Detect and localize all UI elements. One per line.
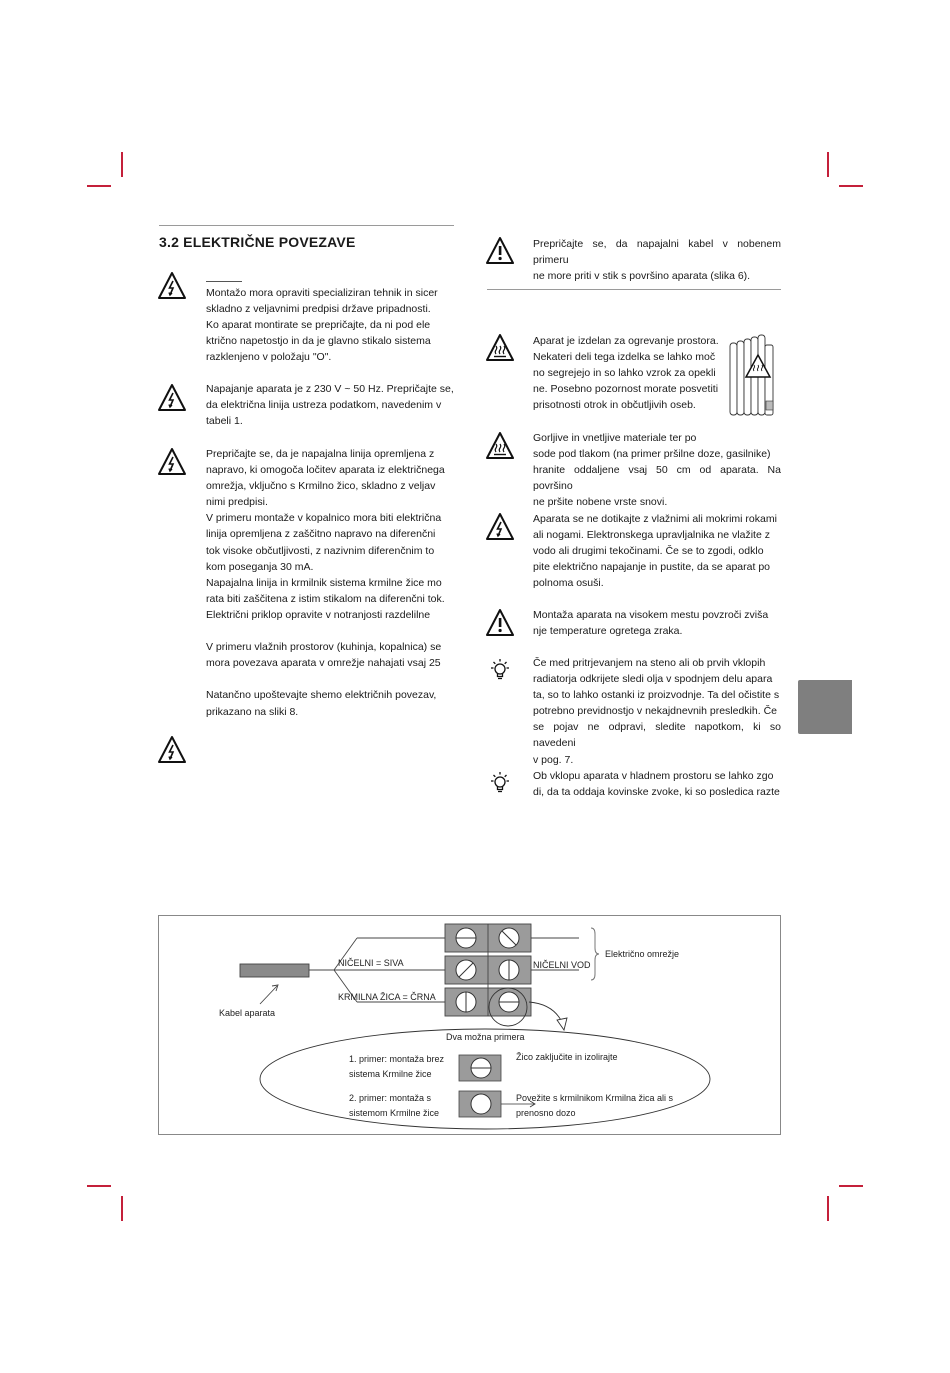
paragraph-high-mount: Montaža aparata na visokem mestu povzroči zviša nje temperature ogretega zraka.: [533, 609, 769, 638]
crop-mark: [827, 152, 829, 177]
option1-action: Žico zaključite in izolirajte: [516, 1052, 618, 1062]
option2-action: Povežite s krmilnikom Krmilna žica ali s prenosno dozo: [516, 1093, 674, 1118]
crop-mark: [87, 1185, 111, 1187]
crop-mark: [87, 185, 111, 187]
mains-label: Električno omrežje: [605, 949, 680, 959]
crop-mark: [121, 152, 123, 177]
section-rule: [487, 289, 781, 290]
paragraph-wet-hands: Aparata se ne dotikajte z vlažnimi ali mokrimi rokami ali nogami. Elektronskega upravljalnika ne vlažite z vodo ali drugimi tekočinami. Če se to zgodi, odklo pite električno napajanje in pustite, da se aparat po polnoma osuši.: [533, 513, 777, 590]
paragraph-oil-traces: Če med pritrjevanjem na steno ali ob prvih vklopih radiatorja odkrijete sledi olja v spodnjem delu apara ta, so to lahko ostanki iz proizvodnje. Ta del očistite s potrebno previdnostjo v nekajdnevnih presledkih. Če se pojav ne odpravi, sledite napotkom, ki so navedeni v pog. 7.: [533, 657, 781, 766]
underline-mark: [206, 281, 242, 282]
neutral-conductor-label: NIČELNI VOD: [533, 960, 591, 970]
section-rule: [159, 225, 454, 226]
section-title: 3.2 ELEKTRIČNE POVEZAVE: [159, 234, 356, 250]
hot-surface-icon: [485, 431, 515, 461]
warning-icon: [485, 608, 515, 638]
hot-surface-icon: [485, 333, 515, 363]
options-title: Dva možna primera: [446, 1032, 525, 1042]
paragraph-power-supply: Napajanje aparata je z 230 V ~ 50 Hz. Prepričajte se, da električna linija ustreza podatkom, navedenim v tabeli 1.: [206, 383, 454, 428]
wiring-diagram-graphic: [159, 916, 780, 1134]
crop-mark: [827, 1196, 829, 1221]
option2-label: 2. primer: montaža s sistemom Krmilne žice: [349, 1093, 440, 1118]
crop-mark: [839, 185, 863, 187]
electric-hazard-icon: [485, 512, 515, 542]
paragraph-line-protection: Prepričajte se, da je napajalna linija opremljena z napravo, ki omogoča ločitev aparata iz električnega omrežja, vključno s Krmilno žico, skladno z veljav nimi predpisi. V primeru montaže v kopalnico mora biti električna linija opremljena z zaščitno napravo na diferenčni tok visoke občutljivosti, z nazivnim diferenčnim to kom poseganja 30 mA. Napajalna linija in krmilnik sistema krmilne žice mo rata biti zaščitena z istim stikalom na diferenčni tok. Električni priklop opravite v notranjosti razdelilne V primeru vlažnih prostorov (kuhinja, kopalnica) se mora povezava aparata v omrežje nahajati vsaj 25 Natančno upoštevajte shemo električnih povezav, prikazano na sliki 8.: [206, 448, 445, 718]
paragraph-flammable-materials: Gorljive in vnetljive materiale ter po sode pod tlakom (na primer pršilne doze, gasilnike) hranite oddaljene vsaj 50 cm od aparata. Na površino ne pršite nobene vrste snovi.: [533, 432, 781, 509]
chapter-tab: [798, 680, 852, 734]
warning-icon: [485, 236, 515, 266]
neutral-wire-label: NIČELNI = SIVA: [338, 958, 404, 968]
paragraph-installation-technician: Montažo mora opraviti specializiran tehnik in sicer skladno z veljavnimi predpisi države pripadnosti. Ko aparat montirate se prepričajte, da ni pod ele ktrično napetostjo in da je glavno stikalo sistema razklenjeno v položaju "O".: [206, 287, 438, 364]
electric-hazard-icon: [157, 271, 187, 301]
control-wire-label: KRMILNA ŽICA = ČRNA: [338, 992, 436, 1002]
electric-hazard-icon: [157, 383, 187, 413]
paragraph-metallic-noise: Ob vklopu aparata v hladnem prostoru se lahko zgo di, da ta oddaja kovinske zvoke, ki so posledica razte: [533, 770, 780, 799]
electric-hazard-icon: [157, 447, 187, 477]
crop-mark: [839, 1185, 863, 1187]
electric-hazard-icon: [157, 735, 187, 765]
paragraph-hot-parts: Aparat je izdelan za ogrevanje prostora. Nekateri deli tega izdelka se lahko moč no segrejejo in so lahko vzrok za opekli ne. Posebno pozornost morate posvetiti prisotnosti otrok in občutljivih oseb.: [533, 335, 719, 412]
lightbulb-icon: [485, 655, 515, 685]
radiator-illustration: [724, 331, 780, 421]
crop-mark: [121, 1196, 123, 1221]
option1-label: 1. primer: montaža brez sistema Krmilne žice: [349, 1054, 445, 1079]
cable-label: Kabel aparata: [219, 1008, 276, 1018]
lightbulb-icon: [485, 768, 515, 798]
paragraph-cable-contact: Prepričajte se, da napajalni kabel v nobenem primeru ne more priti v stik s površino aparata (slika 6).: [533, 238, 781, 283]
wiring-diagram: [158, 915, 781, 1135]
